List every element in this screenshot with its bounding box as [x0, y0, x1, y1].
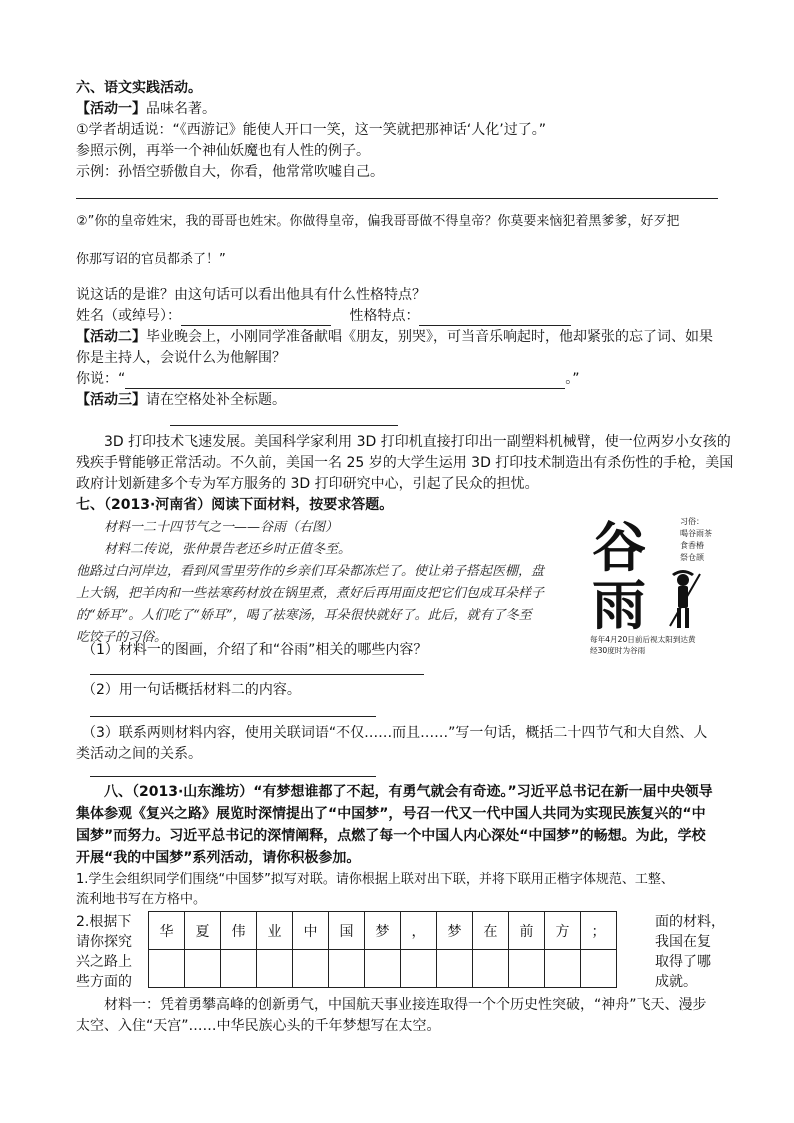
- activity1-title: 品味名著。: [146, 101, 216, 117]
- material2-line1: 他路过白河岸边，看到风雪里劳作的乡亲们耳朵都冻烂了。使让弟子搭起医棚，盘: [76, 564, 545, 579]
- activity2-line1: [76, 327, 713, 347]
- task2-left-2: 请你探究: [76, 934, 132, 950]
- task1-line1: 1.学生会组织同学们围绕“中国梦”拟写对联。请你根据上联对出下联，并将下联用正楷字体规范、工整、: [76, 872, 674, 887]
- p3d-line1: 3D 打印技术飞速发展。美国科学家利用 3D 打印机直接打印出一副塑料机械臂，使一位两岁小女孩的: [104, 434, 731, 450]
- material1-line1: 材料一：凭着勇攀高峰的创新勇气，中国航天事业接连取得一个个历史性突破，“神舟”飞天、漫步: [104, 997, 707, 1013]
- farmer-figure-icon: [670, 570, 700, 628]
- couplet-cell: 在: [473, 912, 509, 950]
- task2-left-3: 兴之路上: [76, 954, 132, 970]
- couplet-cell: ，: [401, 912, 437, 950]
- trait-answer-blank[interactable]: [419, 311, 571, 326]
- section8-head-1: 八、（2013·山东潍坊）“有梦想谁都了不起，有勇气就会有奇迹。”习近平总书记在新一届中央领导: [104, 784, 713, 800]
- guyu-caption-2: 经30度时为谷雨: [590, 646, 646, 655]
- guyu-char-yu: 雨: [592, 573, 646, 637]
- task2-right-4: 成就。: [655, 974, 697, 990]
- you-say-label: 你说：“: [76, 371, 126, 387]
- guyu-illustration: [588, 508, 718, 655]
- activity3-head: 【活动三】: [76, 392, 146, 408]
- material1: 材料一二十四节气之一——谷雨（右图）: [104, 520, 339, 535]
- answer-cell[interactable]: [329, 950, 365, 988]
- custom-item-3: 祭仓颉: [680, 553, 704, 562]
- task2-right-3: 取得了哪: [655, 954, 711, 970]
- q1-example: 示例：孙悟空骄傲自大，你看，他常常吹嘘自己。: [76, 164, 384, 180]
- name-trait-row: [76, 306, 571, 326]
- activity1-line: [76, 99, 216, 119]
- couplet-upper-row: [149, 912, 617, 950]
- s7-q1-answer-line[interactable]: [90, 674, 424, 675]
- couplet-cell: 业: [257, 912, 293, 950]
- custom-item-2: 食香椿: [680, 541, 704, 550]
- couplet-cell: 梦: [437, 912, 473, 950]
- s7-q2-answer-line[interactable]: [90, 716, 376, 717]
- s7-q3-answer-line[interactable]: [90, 776, 376, 777]
- task2-left-4: 些方面的: [76, 974, 132, 990]
- p3d-line3: 政府计划新建多个专为军方服务的 3D 打印研究中心，引起了民众的担忧。: [76, 476, 539, 492]
- activity2-text: 毕业晚会上，小刚同学准备献唱《朋友，别哭》，可当音乐响起时，他却紧张的忘了词、如果: [146, 329, 713, 345]
- couplet-cell: 夏: [185, 912, 221, 950]
- couplet-cell: ；: [581, 912, 617, 950]
- q1-instruction: 参照示例，再举一个神仙妖魔也有人性的例子。: [76, 143, 370, 159]
- answer-cell[interactable]: [257, 950, 293, 988]
- material2: 材料二传说，张仲景告老还乡时正值冬至。: [104, 542, 352, 557]
- activity2-line2: 你是主持人，会说什么为他解围？: [76, 350, 286, 366]
- activity3-title: 请在空格处补全标题。: [146, 392, 286, 408]
- answer-cell[interactable]: [365, 950, 401, 988]
- section6-title: 六、语文实践活动。: [76, 80, 202, 96]
- answer-cell[interactable]: [401, 950, 437, 988]
- you-say-blank[interactable]: [125, 374, 565, 389]
- answer-cell[interactable]: [437, 950, 473, 988]
- guyu-image: [588, 508, 718, 655]
- couplet-cell: 中: [293, 912, 329, 950]
- answer-cell[interactable]: [473, 950, 509, 988]
- custom-head: 习俗：: [680, 517, 704, 526]
- task2-right-2: 我国在复: [655, 934, 711, 950]
- couplet-cell: 华: [149, 912, 185, 950]
- section8-head-2: 集体参观《复兴之路》展览时深情提出了“中国梦”，号召一代又一代中国人共同为实现民族复兴的“中: [76, 806, 706, 822]
- answer-cell[interactable]: [509, 950, 545, 988]
- answer-cell[interactable]: [149, 950, 185, 988]
- activity2-head: 【活动二】: [76, 329, 146, 345]
- activity3-line: [76, 390, 286, 410]
- name-answer-blank[interactable]: [181, 311, 331, 326]
- q2-quote-line2: 你那写诏的官员都杀了！”: [76, 252, 226, 267]
- s7-q2: （2）用一句话概括材料二的内容。: [82, 682, 301, 698]
- couplet-cell: 前: [509, 912, 545, 950]
- answer-cell[interactable]: [221, 950, 257, 988]
- material2-line4: 吃饺子的习俗。: [76, 630, 168, 645]
- couplet-grid: [148, 911, 617, 988]
- you-say-end: 。”: [565, 371, 580, 387]
- q2-question: 说这话的是谁？由这句话可以看出他具有什么性格特点？: [76, 287, 426, 303]
- you-say-row: [76, 369, 580, 389]
- section8-head-4: 开展“我的中国梦”系列活动，请你积极参加。: [76, 850, 361, 866]
- couplet-answer-row: [149, 950, 617, 988]
- name-label: 姓名（或绰号）：: [76, 308, 181, 324]
- couplet-cell: 梦: [365, 912, 401, 950]
- guyu-caption-1: 每年4月20日前后视太阳到达黄: [590, 635, 696, 644]
- answer-line[interactable]: [76, 198, 718, 199]
- material2-line2: 上大锅，把羊肉和一些祛寒药材放在锅里煮，煮好后再用面皮把它们包成耳朵样子: [76, 586, 545, 601]
- section8-head-3: 国梦”而努力。习近平总书记的深情阐释，点燃了每一个中国人内心深处“中国梦”的畅想。为此，学校: [76, 828, 706, 844]
- guyu-char-gu: 谷: [592, 515, 646, 579]
- title-blank[interactable]: [170, 425, 398, 426]
- activity1-head: 【活动一】: [76, 101, 146, 117]
- section7-title: 七、（2013·河南省）阅读下面材料，按要求答题。: [76, 497, 394, 513]
- answer-cell[interactable]: [185, 950, 221, 988]
- answer-cell[interactable]: [581, 950, 617, 988]
- trait-label: 性格特点：: [349, 308, 420, 324]
- task1-line2: 流利地书写在方格中。: [76, 892, 207, 907]
- task2-left-1: 2.根据下: [76, 914, 132, 930]
- couplet-cell: 国: [329, 912, 365, 950]
- q2-quote-line1: ②”你的皇帝姓宋，我的哥哥也姓宋。你做得皇帝，偏我哥哥做不得皇帝？你莫要来恼犯着黑爹爹，好歹把: [76, 214, 680, 229]
- s7-q3-line1: （3）联系两则材料内容，使用关联词语“不仅……而且……”写一句话，概括二十四节气和大自然、人: [82, 725, 708, 741]
- material2-line3: 的“娇耳”。人们吃了“娇耳”，喝了祛寒汤，耳朵很快就好了。此后，就有了冬至: [76, 608, 532, 623]
- p3d-line2: 残疾手臂能够正常活动。不久前，美国一名 25 岁的大学生运用 3D 打印技术制造出有杀伤性的手枪，美国: [76, 455, 734, 471]
- answer-cell[interactable]: [545, 950, 581, 988]
- custom-item-1: 喝谷雨茶: [680, 529, 712, 538]
- answer-cell[interactable]: [293, 950, 329, 988]
- q1-quote: ①学者胡适说：“《西游记》能使人开口一笑，这一笑就把那神话‘人化’过了。”: [76, 122, 546, 138]
- task2-right-1: 面的材料，: [655, 914, 725, 930]
- material1-line2: 太空、入住“天宫”……中华民族心头的千年梦想写在太空。: [76, 1018, 441, 1034]
- couplet-cell: 伟: [221, 912, 257, 950]
- s7-q1: （1）材料一的图画，介绍了和“谷雨”相关的哪些内容？: [82, 642, 428, 658]
- s7-q3-line2: 类活动之间的关系。: [76, 746, 202, 762]
- couplet-cell: 方: [545, 912, 581, 950]
